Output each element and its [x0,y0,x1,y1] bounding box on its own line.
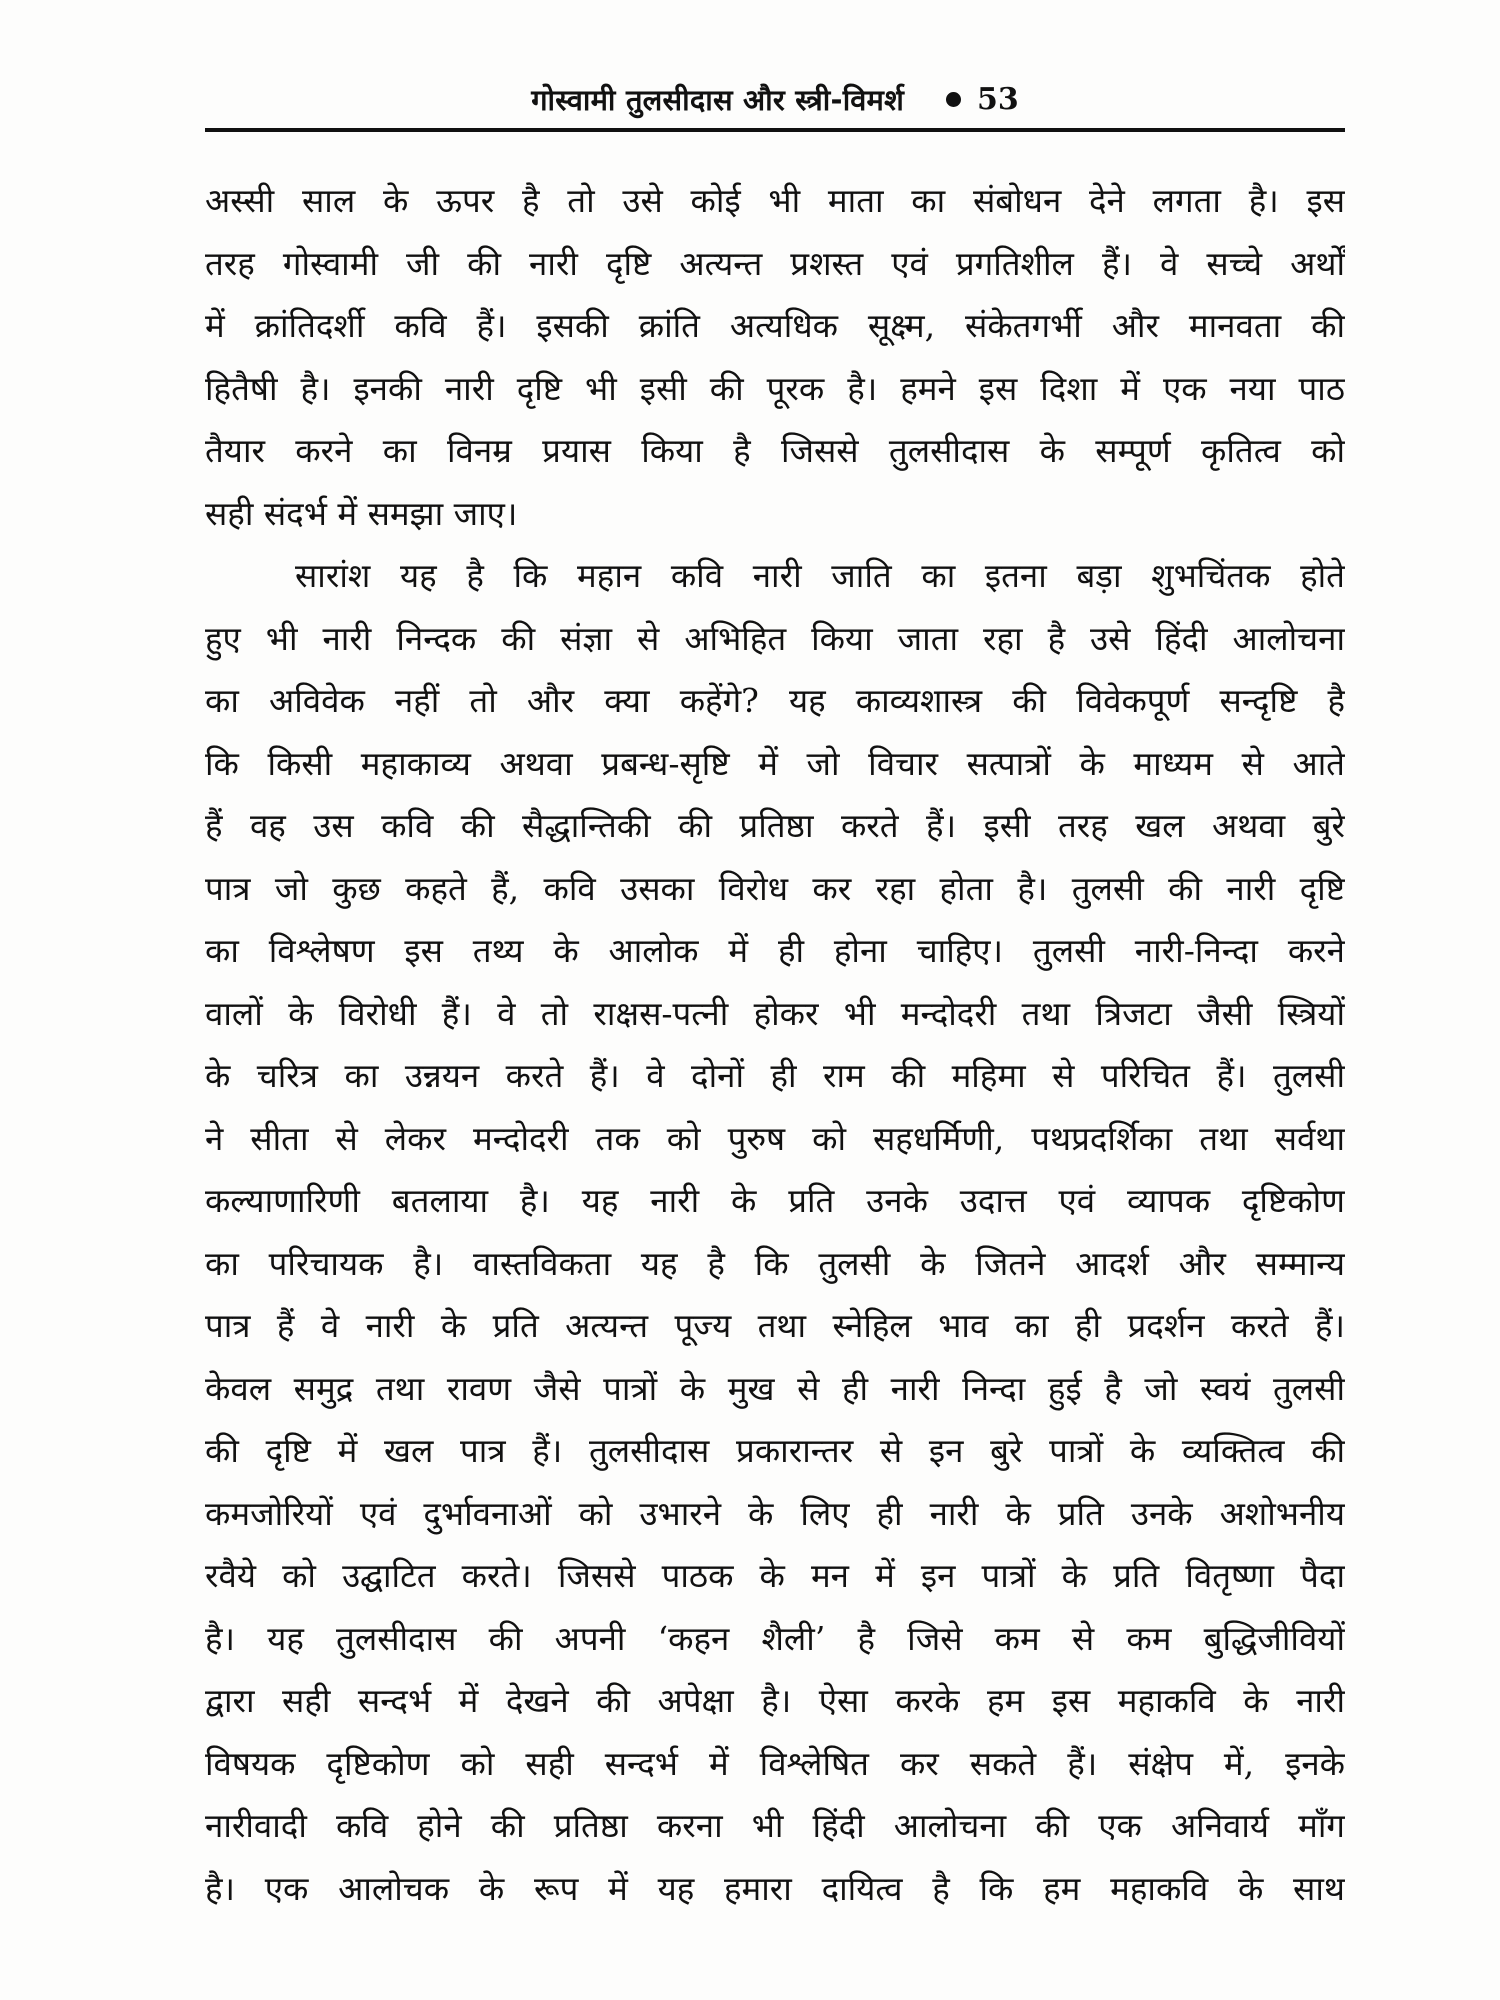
text-line: केवल समुद्र तथा रावण जैसे पात्रों के मुख से ही नारी निन्दा हुई है जो स्वयं तुलसी [205,1368,1345,1408]
text-line: अस्सी साल के ऊपर है तो उसे कोई भी माता का संबोधन देने लगता है। इस [205,181,1345,220]
text-line: पात्र हैं वे नारी के प्रति अत्यन्त पूज्य तथा स्नेहिल भाव का ही प्रदर्शन करते हैं। [205,1306,1345,1345]
text-line: हुए भी नारी निन्दक की संज्ञा से अभिहित किया जाता रहा है उसे हिंदी आलोचना [205,618,1345,658]
text-line: विषयक दृष्टिकोण को सही सन्दर्भ में विश्लेषित कर सकते हैं। संक्षेप में, इनके [205,1743,1345,1783]
text-line: द्वारा सही सन्दर्भ में देखने की अपेक्षा है। ऐसा करके हम इस महाकवि के नारी [205,1681,1345,1720]
header-rule [205,128,1345,132]
text-line: है। एक आलोचक के रूप में यह हमारा दायित्व है कि हम महाकवि के साथ [205,1868,1345,1908]
text-line: सारांश यह है कि महान कवि नारी जाति का इतना बड़ा शुभचिंतक होते [295,556,1345,595]
text-line: कल्याणारिणी बतलाया है। यह नारी के प्रति उनके उदात्त एवं व्यापक दृष्टिकोण [205,1181,1345,1220]
text-line: का अविवेक नहीं तो और क्या कहेंगे? यह काव्यशास्त्र की विवेकपूर्ण सन्दृष्टि है [205,681,1345,720]
text-line: में क्रांतिदर्शी कवि हैं। इसकी क्रांति अत्यधिक सूक्ष्म, संकेतगर्भी और मानवता की [205,306,1345,345]
text-line: का परिचायक है। वास्तविकता यह है कि तुलसी के जितने आदर्श और सम्मान्य [205,1243,1345,1283]
text-line: की दृष्टि में खल पात्र हैं। तुलसीदास प्रकारान्तर से इन बुरे पात्रों के व्यक्तित्व की [205,1431,1345,1470]
text-line: तरह गोस्वामी जी की नारी दृष्टि अत्यन्त प्रशस्त एवं प्रगतिशील हैं। वे सच्चे अर्थों [205,243,1345,283]
text-line: पात्र जो कुछ कहते हैं, कवि उसका विरोध कर रहा होता है। तुलसी की नारी दृष्टि [205,868,1345,908]
text-line: हितैषी है। इनकी नारी दृष्टि भी इसी की पूरक है। हमने इस दिशा में एक नया पाठ [205,368,1345,408]
text-line: का विश्लेषण इस तथ्य के आलोक में ही होना चाहिए। तुलसी नारी-निन्दा करने [205,931,1345,970]
text-line: सही संदर्भ में समझा जाए। [205,493,518,533]
text-line: कमजोरियों एवं दुर्भावनाओं को उभारने के लिए ही नारी के प्रति उनके अशोभनीय [205,1493,1345,1533]
running-head-title: गोस्वामी तुलसीदास और स्त्री-विमर्श [531,82,905,117]
bullet-icon [946,92,961,107]
text-line: तैयार करने का विनम्र प्रयास किया है जिससे तुलसीदास के सम्पूर्ण कृतित्व को [205,431,1345,470]
text-line: रवैये को उद्घाटित करते। जिससे पाठक के मन में इन पात्रों के प्रति वितृष्णा पैदा [205,1556,1345,1595]
text-line: कि किसी महाकाव्य अथवा प्रबन्ध-सृष्टि में जो विचार सत्पात्रों के माध्यम से आते [205,743,1345,783]
text-line: के चरित्र का उन्नयन करते हैं। वे दोनों ही राम की महिमा से परिचित हैं। तुलसी [205,1056,1345,1095]
text-line: हैं वह उस कवि की सैद्धान्तिकी की प्रतिष्ठा करते हैं। इसी तरह खल अथवा बुरे [205,806,1345,845]
text-line: है। यह तुलसीदास की अपनी ‘कहन शैली’ है जिसे कम से कम बुद्धिजीवियों [205,1618,1345,1658]
body-text [205,170,1345,1920]
text-line: ने सीता से लेकर मन्दोदरी तक को पुरुष को सहधर्मिणी, पथप्रदर्शिका तथा सर्वथा [205,1118,1345,1158]
text-line: नारीवादी कवि होने की प्रतिष्ठा करना भी हिंदी आलोचना की एक अनिवार्य माँग [205,1806,1345,1845]
running-head [205,70,1345,128]
text-line: वालों के विरोधी हैं। वे तो राक्षस-पत्नी होकर भी मन्दोदरी तथा त्रिजटा जैसी स्त्रियों [205,993,1345,1033]
page-number: 53 [977,81,1019,117]
